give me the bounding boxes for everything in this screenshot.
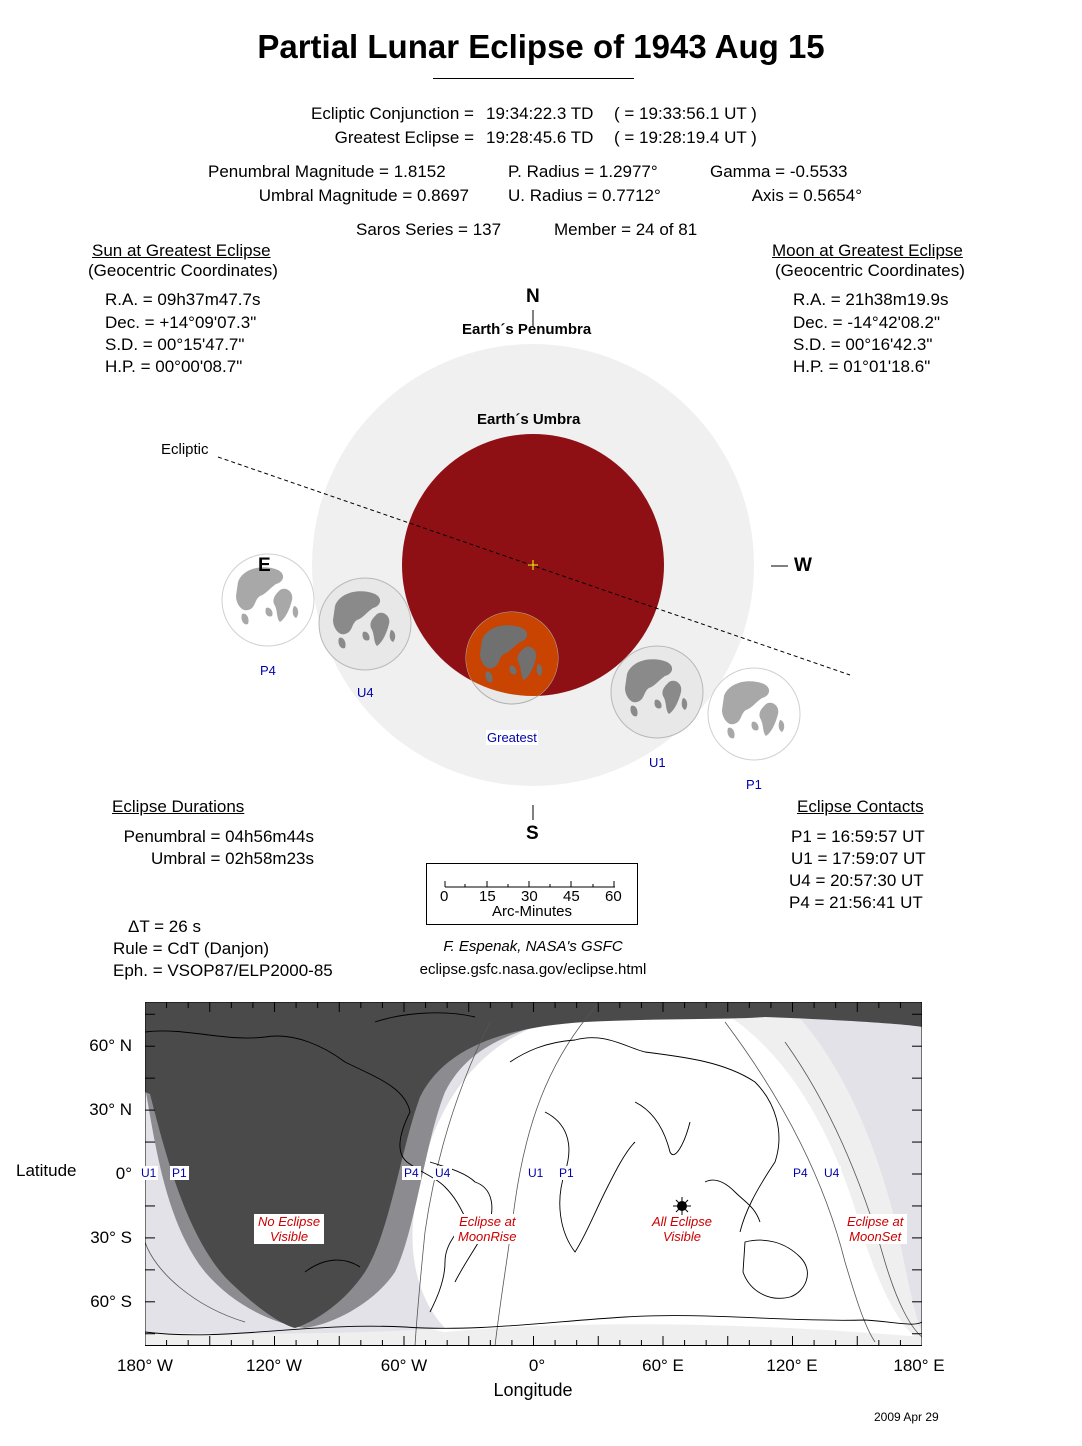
greatest-ut: ( = 19:28:19.4 UT ) — [614, 128, 757, 147]
map-region-moonset-line2: MoonSet — [849, 1229, 902, 1244]
map-tag-p4-east: P4 — [793, 1166, 808, 1180]
moon-label-u4: U4 — [357, 685, 374, 700]
umbra-label: Earth´s Umbra — [477, 411, 581, 428]
scale-label: Arc-Minutes — [491, 903, 573, 920]
credit-author: F. Espenak, NASA's GSFC — [443, 938, 623, 955]
gamma: Gamma = -0.5533 — [710, 162, 848, 181]
conjunction-ut: ( = 19:33:56.1 UT ) — [614, 104, 757, 123]
lon-tick-120e: 120° E — [766, 1356, 818, 1375]
moon-label-greatest: Greatest — [487, 730, 537, 745]
lon-tick-180e: 180° E — [893, 1356, 945, 1375]
south-label: S — [526, 823, 539, 844]
greatest-label: Greatest Eclipse = — [334, 128, 474, 147]
scale-box — [426, 863, 638, 925]
conjunction-td: 19:34:22.3 TD — [486, 104, 594, 123]
map-region-no-eclipse-line2: Visible — [270, 1229, 309, 1244]
contact-u1: U1 = 17:59:07 UT — [791, 849, 926, 868]
moon-u1 — [611, 646, 703, 738]
contact-u4: U4 = 20:57:30 UT — [789, 871, 924, 890]
moon-hp: H.P. = 01°01'18.6" — [793, 357, 931, 376]
contacts-heading: Eclipse Contacts — [797, 797, 924, 816]
lon-tick-0: 0° — [528, 1356, 546, 1375]
moon-label-p1: P1 — [746, 777, 762, 792]
lat-tick-60n: 60° N — [89, 1036, 132, 1055]
map-tag-u4-west: U4 — [435, 1166, 451, 1180]
scale-tick-60: 60 — [605, 888, 622, 905]
sun-subheading: (Geocentric Coordinates) — [88, 261, 278, 280]
lat-tick-30s: 30° S — [90, 1228, 132, 1247]
lat-tick-0: 0° — [115, 1164, 132, 1183]
sun-dec: Dec. = +14°09'07.3" — [105, 313, 257, 332]
scale-tick-0: 0 — [440, 888, 449, 905]
moon-sd: S.D. = 00°16'42.3" — [793, 335, 933, 354]
moon-dec: Dec. = -14°42'08.2" — [793, 313, 940, 332]
umbra-radius: U. Radius = 0.7712° — [508, 186, 661, 205]
duration-umbral: Umbral = 02h58m23s — [150, 849, 314, 868]
scale-tick-45: 45 — [563, 888, 580, 905]
north-label: N — [526, 286, 540, 307]
moon-greatest — [466, 612, 558, 704]
penumbra-label: Earth´s Penumbra — [462, 321, 592, 338]
map-tag-p1-west: P1 — [172, 1166, 187, 1180]
lon-tick-120w: 120° W — [246, 1356, 302, 1375]
duration-penumbral: Penumbral = 04h56m44s — [123, 827, 314, 846]
map-region-all-visible — [648, 1214, 716, 1244]
lon-tick-60w: 60° W — [380, 1356, 428, 1375]
delta-t: ΔT = 26 s — [128, 917, 201, 936]
map-tag-u1-east: U1 — [528, 1166, 544, 1180]
greatest-td: 19:28:45.6 TD — [486, 128, 594, 147]
sun-hp: H.P. = 00°00'08.7" — [105, 357, 243, 376]
map-region-no-eclipse-line1: No Eclipse — [258, 1214, 321, 1229]
lat-tick-30n: 30° N — [89, 1100, 132, 1119]
moon-u4 — [319, 578, 411, 670]
map-tag-p4-west: P4 — [404, 1166, 419, 1180]
east-label: E — [258, 555, 271, 576]
umbral-magnitude: Umbral Magnitude = 0.8697 — [258, 186, 469, 205]
ecliptic-label: Ecliptic — [161, 441, 209, 458]
saros-series: Saros Series = 137 — [356, 220, 502, 239]
conjunction-label: Ecliptic Conjunction = — [310, 104, 474, 123]
rule: Rule = CdT (Danjon) — [113, 939, 270, 958]
moon-label-u1: U1 — [649, 755, 666, 770]
axis: Axis = 0.5654° — [751, 186, 862, 205]
sun-heading: Sun at Greatest Eclipse — [92, 241, 271, 260]
longitude-axis-title: Longitude — [493, 1380, 573, 1400]
generation-date: 2009 Apr 29 — [874, 1410, 939, 1424]
scale-tick-15: 15 — [479, 888, 496, 905]
map-region-no-eclipse — [254, 1214, 324, 1244]
map-region-moonrise — [454, 1214, 521, 1244]
sun-sd: S.D. = 00°15'47.7" — [105, 335, 245, 354]
lat-tick-60s: 60° S — [90, 1292, 132, 1311]
saros-member: Member = 24 of 81 — [554, 220, 698, 239]
moon-subheading: (Geocentric Coordinates) — [775, 261, 965, 280]
contact-p1: P1 = 16:59:57 UT — [791, 827, 925, 846]
credit-url[interactable]: eclipse.gsfc.nasa.gov/eclipse.html — [419, 961, 647, 978]
map-region-moonrise-line2: MoonRise — [458, 1229, 517, 1244]
map-region-moonset — [843, 1214, 907, 1244]
map-tag-p1-east: P1 — [559, 1166, 574, 1180]
map-region-moonset-line1: Eclipse at — [847, 1214, 904, 1229]
map-region-all-visible-line2: Visible — [662, 1229, 702, 1244]
moon-heading: Moon at Greatest Eclipse — [772, 241, 963, 260]
map-tag-u1-west: U1 — [141, 1166, 157, 1180]
lon-tick-60e: 60° E — [642, 1356, 684, 1375]
page-title: Partial Lunar Eclipse of 1943 Aug 15 — [257, 28, 825, 65]
moon-p1 — [708, 668, 800, 760]
latitude-axis-title: Latitude — [16, 1161, 77, 1180]
moon-ra: R.A. = 21h38m19.9s — [793, 290, 949, 309]
map-region-all-visible-line1: All Eclipse — [652, 1214, 712, 1229]
lon-tick-180w: 180° W — [117, 1356, 173, 1375]
moon-label-p4: P4 — [260, 663, 276, 678]
scale-tick-30: 30 — [521, 888, 538, 905]
contact-p4: P4 = 21:56:41 UT — [789, 893, 923, 912]
durations-heading: Eclipse Durations — [112, 797, 245, 816]
sun-ra: R.A. = 09h37m47.7s — [105, 290, 261, 309]
map-tag-u4-east: U4 — [824, 1166, 840, 1180]
ephemeris: Eph. = VSOP87/ELP2000-85 — [113, 961, 333, 980]
west-label: W — [794, 555, 812, 576]
penumbral-magnitude: Penumbral Magnitude = 1.8152 — [208, 162, 446, 181]
map-region-moonrise-line1: Eclipse at — [459, 1214, 516, 1229]
penumbra-radius: P. Radius = 1.2977° — [508, 162, 658, 181]
